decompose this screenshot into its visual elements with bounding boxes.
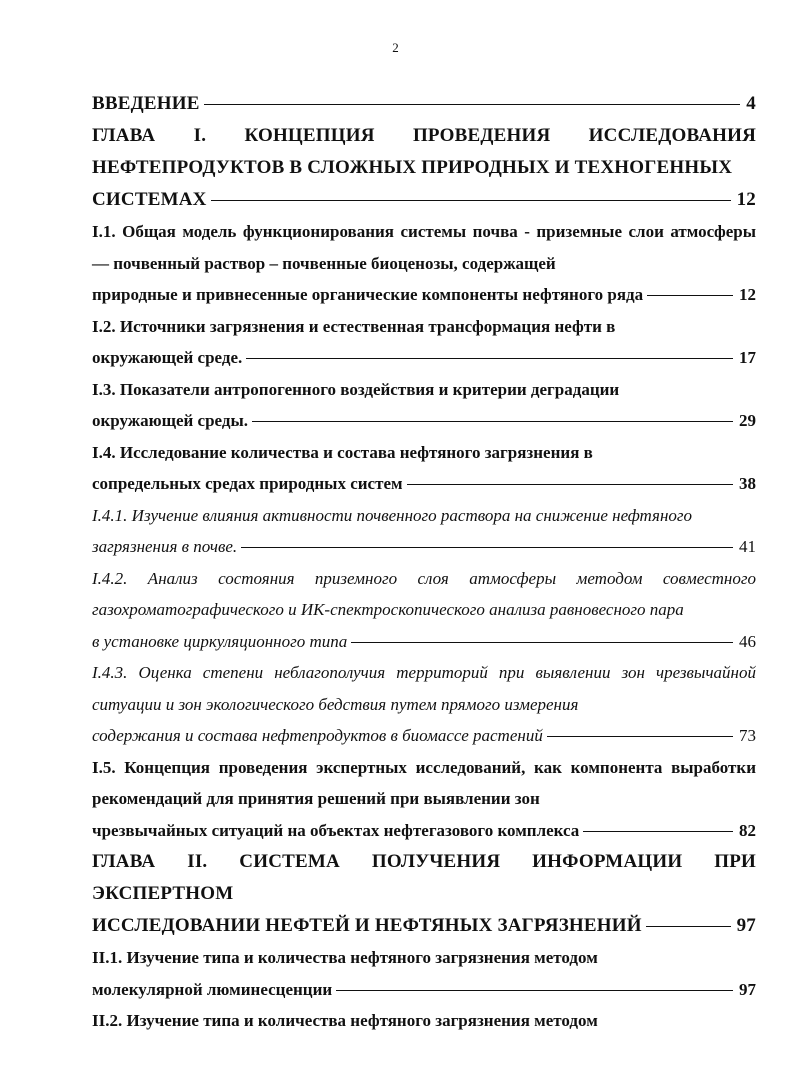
toc-entry-last-line <box>92 815 756 847</box>
toc-entry-last-line <box>92 720 756 752</box>
toc-entry-subsection-1-4-1[interactable] <box>92 500 756 563</box>
toc-leader <box>407 484 733 485</box>
toc-entry-title: I.4. Исследование количества и состава нефтяного загрязнения в <box>92 442 593 462</box>
toc-entry-last-line <box>92 279 756 311</box>
toc-entry-title-end: загрязнения в почве. <box>92 537 238 556</box>
toc-entry-chapter-1[interactable] <box>92 120 756 216</box>
toc-entry-title-end: СИСТЕМАХ <box>92 189 207 210</box>
toc-leader <box>351 642 733 643</box>
toc-page-number: 4 <box>746 93 756 114</box>
toc-page-number: 73 <box>739 726 756 745</box>
toc-entry-title: I.4.2. Анализ состояния приземного слоя атмосферы методом совместного газохроматографического и ИК-спектроскопического анализа равновесного пара <box>92 568 756 619</box>
toc-leader <box>252 421 733 422</box>
toc-entry-title-end: содержания и состава нефтепродуктов в биомассе растений <box>92 726 543 745</box>
toc-entry-title-end: молекулярной люминесценции <box>92 979 333 999</box>
toc-entry-section-1-2[interactable] <box>92 311 756 374</box>
page-number: 2 <box>392 40 399 55</box>
toc-entry-subsection-1-4-2[interactable] <box>92 563 756 658</box>
toc-entry-title-end: ИССЛЕДОВАНИИ НЕФТЕЙ И НЕФТЯНЫХ ЗАГРЯЗНЕНИЙ <box>92 915 642 936</box>
toc-entry-title-end: окружающей среде. <box>92 348 243 367</box>
toc-entry-title: I.1. Общая модель функционирования системы почва - приземные слои атмосферы — почвенный раствор – почвенные биоценозы, содержащей <box>92 222 756 273</box>
toc-entry-section-2-1[interactable] <box>92 942 756 1005</box>
toc-page-number: 97 <box>736 915 756 936</box>
toc-page-number: 41 <box>739 537 756 556</box>
toc-leader <box>646 926 731 927</box>
toc-entry-title-end: природные и привнесенные органические компоненты нефтяного ряда <box>92 285 644 304</box>
toc-entry-last-line <box>92 184 756 216</box>
toc-entry-section-1-5[interactable] <box>92 752 756 847</box>
toc-leader <box>647 295 733 296</box>
toc-entry-last-line <box>92 468 756 500</box>
toc-entry-title: I.5. Концепция проведения экспертных исследований, как компонента выработки рекомендаций для принятия решений при выявлении зон <box>92 757 756 808</box>
toc-entry-title-end: сопредельных средах природных систем <box>92 474 403 493</box>
toc-leader <box>547 736 733 737</box>
toc-entry-title: II.1. Изучение типа и количества нефтяного загрязнения методом <box>92 948 598 967</box>
toc-leader <box>336 990 733 991</box>
toc-leader <box>583 831 733 832</box>
toc-entry-last-line <box>92 626 756 658</box>
toc-leader <box>204 104 741 105</box>
toc-entry-title: ГЛАВА I. КОНЦЕПЦИЯ ПРОВЕДЕНИЯ ИССЛЕДОВАНИЯ НЕФТЕПРОДУКТОВ В СЛОЖНЫХ ПРИРОДНЫХ И ТЕХНОГЕННЫХ <box>92 125 756 178</box>
toc-page-number: 38 <box>739 474 756 493</box>
toc-entry-title: I.3. Показатели антропогенного воздействия и критерии деградации <box>92 379 620 399</box>
toc-entry-last-line <box>92 88 756 120</box>
toc-entry-title-end: чрезвычайных ситуаций на объектах нефтегазового комплекса <box>92 820 580 840</box>
toc-entry-title: ГЛАВА II. СИСТЕМА ПОЛУЧЕНИЯ ИНФОРМАЦИИ ПРИ ЭКСПЕРТНОМ <box>92 851 756 904</box>
toc-page-number: 17 <box>739 348 756 367</box>
toc-page-number: 82 <box>739 820 756 840</box>
toc-entry-last-line <box>92 405 756 437</box>
toc-entry-title: I.4.3. Оценка степени неблагополучия территорий при выявлении зон чрезвычайной ситуации и зон экологического бедствия путем прямого измерения <box>92 663 756 714</box>
toc-page-number: 12 <box>736 189 756 210</box>
toc-page-number: 97 <box>739 979 756 999</box>
toc-entry-last-line <box>92 342 756 374</box>
toc-leader <box>246 358 733 359</box>
toc-entry-title-end: окружающей среды. <box>92 411 249 430</box>
toc-entry-section-1-1[interactable] <box>92 216 756 311</box>
toc-entry-chapter-2[interactable] <box>92 846 756 942</box>
toc-entry-title: II.2. Изучение типа и количества нефтяного загрязнения методом <box>92 1011 598 1030</box>
toc-page-number: 46 <box>739 631 756 651</box>
toc-entry-title-end: в установке циркуляционного типа <box>92 631 348 651</box>
toc-entry-title: I.4.1. Изучение влияния активности почвенного раствора на снижение нефтяного <box>92 505 693 525</box>
toc-entry-title: ВВЕДЕНИЕ <box>92 93 200 114</box>
toc-entry-section-1-3[interactable] <box>92 374 756 437</box>
toc-entry-subsection-1-4-3[interactable] <box>92 657 756 752</box>
toc-leader <box>211 200 731 201</box>
toc-page-number: 29 <box>739 411 756 430</box>
toc-page-number: 12 <box>739 285 756 304</box>
table-of-contents <box>92 88 756 1037</box>
toc-entry-last-line <box>92 910 756 942</box>
toc-entry-introduction[interactable] <box>92 88 756 120</box>
toc-entry-section-2-2[interactable] <box>92 1005 756 1037</box>
toc-leader <box>241 547 733 548</box>
toc-entry-title: I.2. Источники загрязнения и естественная трансформация нефти в <box>92 316 616 336</box>
toc-entry-section-1-4[interactable] <box>92 437 756 500</box>
toc-entry-last-line <box>92 531 756 563</box>
toc-entry-last-line <box>92 974 756 1006</box>
